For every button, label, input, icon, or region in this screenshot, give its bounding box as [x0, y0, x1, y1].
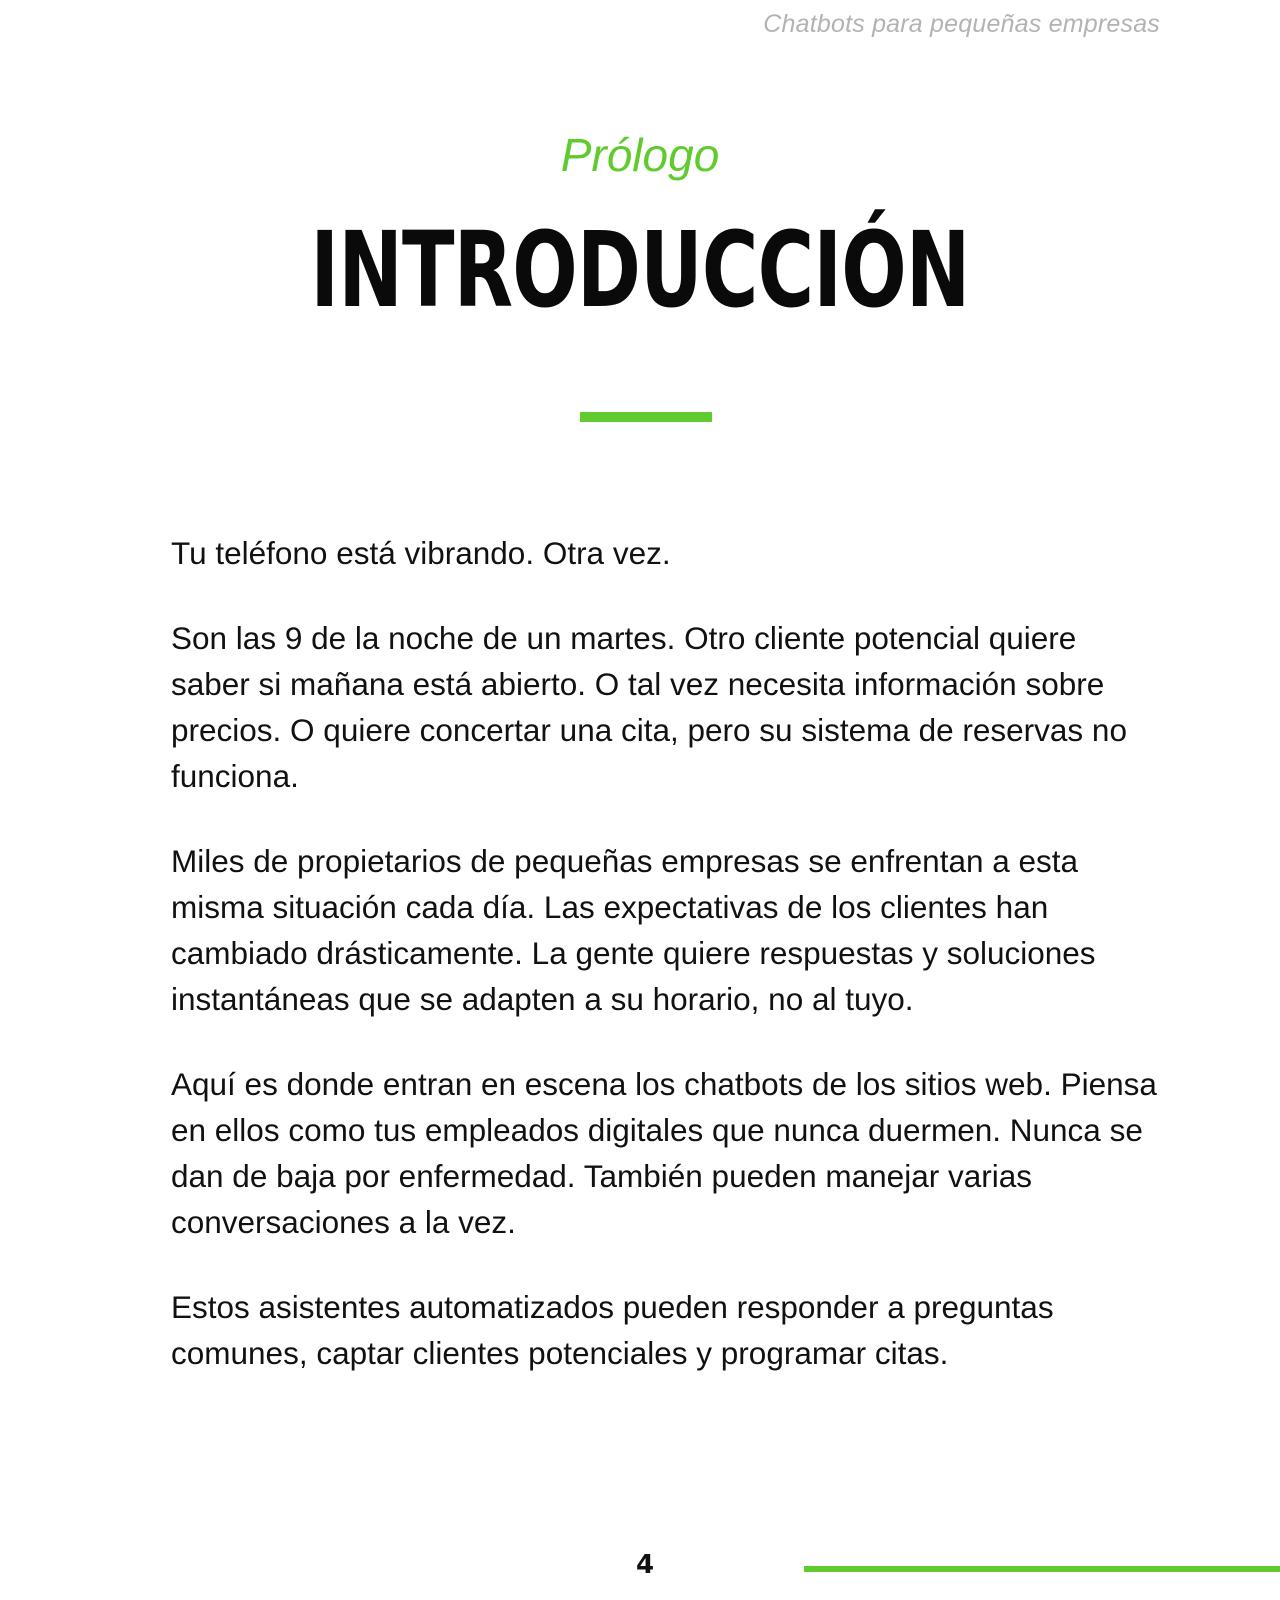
paragraph: Aquí es donde entran en escena los chatbots de los sitios web. Piensa en ellos como tus empleados digitales que nunca duermen. Nunca se dan de baja por enfermedad. También pueden manejar varias conversaciones a la vez. — [171, 1066, 1157, 1240]
paragraph: Miles de propietarios de pequeñas empresas se enfrentan a esta misma situación cada día. Las expectativas de los clientes han cambiado drásticamente. La gente quiere respuestas y soluciones instantáneas que se adapten a su horario, no al tuyo. — [171, 843, 1096, 1017]
footer-rule — [804, 1566, 1280, 1572]
page-number: 4 — [635, 1550, 655, 1580]
title-divider — [580, 412, 712, 422]
chapter-eyebrow: Prólogo — [560, 129, 720, 181]
paragraph: Estos asistentes automatizados pueden responder a preguntas comunes, captar clientes potenciales y programar citas. — [171, 1289, 1054, 1371]
chapter-title: INTRODUCCIÓN — [310, 209, 970, 331]
running-header: Chatbots para pequeñas empresas — [763, 10, 1160, 38]
paragraph: Son las 9 de la noche de un martes. Otro cliente potencial quiere saber si mañana está abierto. O tal vez necesita información sobre precios. O quiere concertar una cita, pero su sistema de reservas no funciona. — [171, 620, 1127, 794]
paragraph: Tu teléfono está vibrando. Otra vez. — [171, 535, 671, 571]
body-text — [171, 530, 1161, 1415]
